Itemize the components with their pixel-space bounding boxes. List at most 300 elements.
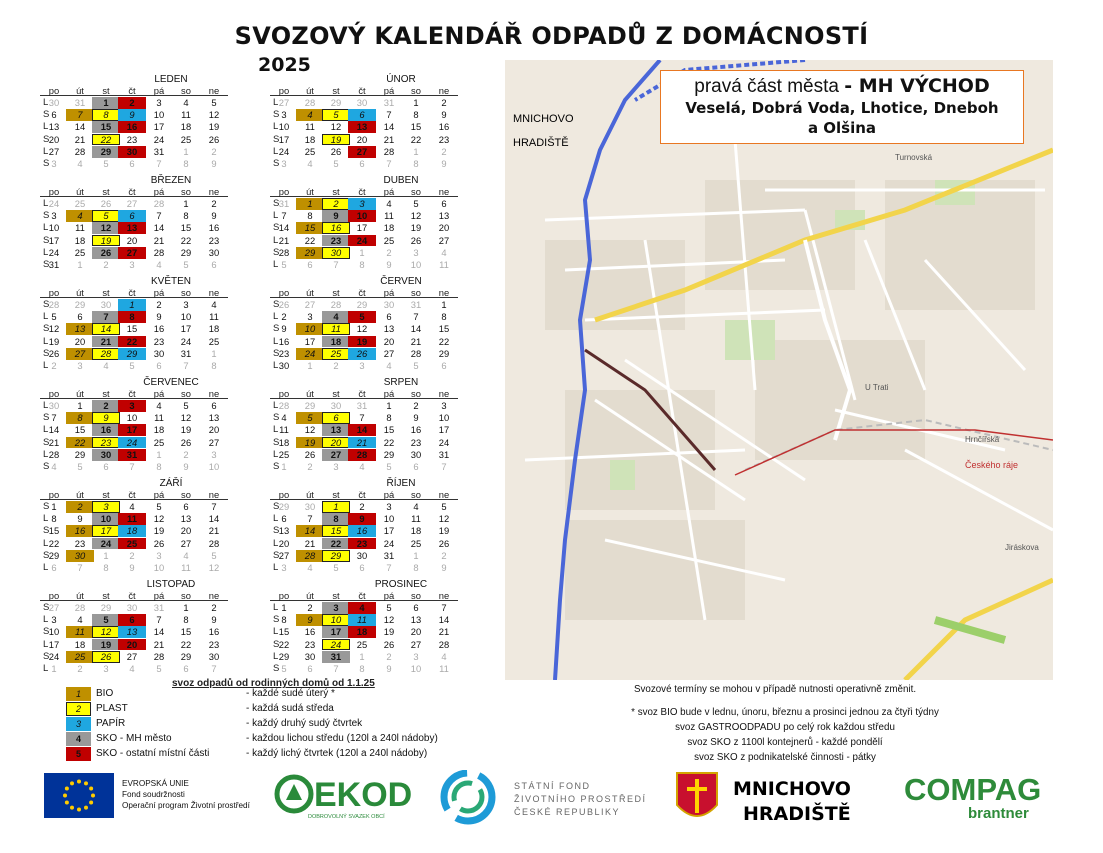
legend-item xyxy=(66,717,466,731)
day-cell: 6 xyxy=(413,461,419,472)
legend-name: SKO - ostatní místní části xyxy=(96,748,210,759)
day-cell: 9 xyxy=(183,461,189,472)
week-parity-label: S xyxy=(273,158,280,169)
week-parity-label: S xyxy=(273,663,280,674)
day-cell: 9 xyxy=(77,513,83,525)
map-town-label-2: HRADIŠTĚ xyxy=(513,137,569,149)
day-cell: 28 xyxy=(48,448,60,460)
week-parity-label: S xyxy=(43,109,50,121)
week-parity-label: L xyxy=(273,234,279,246)
day-cell: 5 xyxy=(333,562,339,573)
week-parity-label: L xyxy=(43,335,49,347)
day-cell: 8 xyxy=(118,311,146,323)
day-cell: 26 xyxy=(208,133,220,145)
week-row xyxy=(270,259,510,271)
eu-stars-icon xyxy=(44,773,114,818)
day-cell: 25 xyxy=(74,246,86,258)
day-cell: 5 xyxy=(92,210,120,222)
weekday-label: po xyxy=(40,489,68,500)
day-cell: 30 xyxy=(356,97,368,108)
week-parity-label: L xyxy=(273,210,279,222)
day-cell: 24 xyxy=(48,650,60,662)
day-cell: 1 xyxy=(281,602,287,613)
day-cell: 26 xyxy=(180,436,192,448)
week-parity-label: L xyxy=(43,448,49,460)
day-cell: 18 xyxy=(410,525,422,537)
week-row xyxy=(270,550,510,562)
day-cell: 19 xyxy=(92,639,120,651)
week-parity-label: L xyxy=(273,650,279,662)
day-cell: 18 xyxy=(348,626,376,638)
map-graphic xyxy=(505,60,1053,680)
day-cell: 25 xyxy=(410,537,422,549)
day-cell: 25 xyxy=(383,234,395,246)
eu-star-icon xyxy=(65,787,69,791)
house-icon xyxy=(286,784,302,800)
day-cell: 5 xyxy=(92,614,120,626)
day-cell: 27 xyxy=(208,436,220,448)
day-cell: 1 xyxy=(441,299,447,310)
day-cell: 2 xyxy=(211,602,217,613)
day-cell: 7 xyxy=(359,412,365,424)
day-cell: 7 xyxy=(333,259,339,270)
day-cell: 4 xyxy=(322,311,350,323)
weekday-label: ne xyxy=(430,489,458,500)
weekday-label: pá xyxy=(145,287,173,298)
week-parity-label: L xyxy=(43,424,49,436)
day-cell: 4 xyxy=(211,299,217,310)
weekday-label: pá xyxy=(145,85,173,96)
day-cell: 5 xyxy=(129,360,135,371)
legend-heading: svoz odpadů od rodinných domů od 1.1.25 xyxy=(172,678,375,689)
map-title-line3: a Olšina xyxy=(807,119,877,137)
map-street-label: U Trati xyxy=(865,383,889,392)
day-cell: 21 xyxy=(304,537,316,549)
week-parity-label: S xyxy=(43,602,50,613)
weekday-header xyxy=(40,388,280,400)
day-cell: 31 xyxy=(383,97,395,108)
month-calendar xyxy=(270,175,510,271)
week-row xyxy=(40,663,280,675)
legend-name: PAPÍR xyxy=(96,718,126,729)
day-cell: 9 xyxy=(296,614,324,626)
day-cell: 20 xyxy=(48,133,60,145)
day-cell: 5 xyxy=(322,109,350,121)
week-row xyxy=(270,461,510,473)
weekday-label: pá xyxy=(145,388,173,399)
week-parity-label: L xyxy=(273,626,279,638)
week-parity-label: L xyxy=(273,97,279,108)
day-cell: 19 xyxy=(383,626,395,638)
day-cell: 2 xyxy=(333,360,339,371)
week-row xyxy=(40,235,280,247)
day-cell: 5 xyxy=(413,198,419,209)
week-parity-label: L xyxy=(273,562,279,573)
day-cell: 4 xyxy=(386,360,392,371)
map-street-label: Turnovská xyxy=(895,153,933,162)
day-cell: 23 xyxy=(322,235,350,247)
week-parity-label: L xyxy=(273,259,279,270)
day-cell: 4 xyxy=(183,97,189,108)
day-cell: 19 xyxy=(410,222,422,234)
eu-star-icon xyxy=(63,794,67,798)
day-cell: 15 xyxy=(410,121,422,133)
day-cell: 19 xyxy=(92,235,120,247)
day-cell: 7 xyxy=(156,210,162,222)
day-cell: 17 xyxy=(278,133,290,145)
day-cell: 9 xyxy=(441,109,447,121)
week-parity-label: S xyxy=(43,436,50,448)
week-row xyxy=(40,109,280,121)
week-parity-label: L xyxy=(43,246,49,258)
day-cell: 28 xyxy=(92,348,120,360)
day-cell: 3 xyxy=(211,448,217,460)
day-cell: 2 xyxy=(307,602,313,613)
day-cell: 31 xyxy=(438,448,450,460)
day-cell: 1 xyxy=(118,299,146,311)
day-cell: 20 xyxy=(118,639,146,651)
day-cell: 21 xyxy=(410,335,422,347)
day-cell: 1 xyxy=(307,360,313,371)
day-cell: 14 xyxy=(348,424,376,436)
weekday-label: út xyxy=(296,287,324,298)
week-row xyxy=(270,109,510,121)
weekday-label: pá xyxy=(375,85,403,96)
weekday-header xyxy=(270,590,510,602)
day-cell: 27 xyxy=(304,299,316,310)
district-map xyxy=(505,60,1053,680)
day-cell: 4 xyxy=(359,461,365,472)
weekday-label: po xyxy=(40,287,68,298)
day-cell: 21 xyxy=(208,525,220,537)
day-cell: 23 xyxy=(410,436,422,448)
day-cell: 5 xyxy=(441,501,447,512)
weekday-header xyxy=(270,287,510,299)
legend-description: - každý druhý sudý čtvrtek xyxy=(246,718,363,729)
weekday-label: pá xyxy=(145,590,173,601)
day-cell: 1 xyxy=(51,501,57,512)
week-row xyxy=(270,247,510,259)
day-cell: 4 xyxy=(156,259,162,270)
weekday-label: čt xyxy=(348,489,376,500)
day-cell: 6 xyxy=(103,461,109,472)
day-cell: 24 xyxy=(296,348,324,360)
day-cell: 29 xyxy=(74,299,86,310)
week-row xyxy=(270,513,510,525)
day-cell: 29 xyxy=(278,501,290,512)
day-cell: 27 xyxy=(278,549,290,561)
weekday-label: pá xyxy=(375,388,403,399)
day-cell: 30 xyxy=(330,400,342,411)
day-cell: 17 xyxy=(48,234,60,246)
day-cell: 26 xyxy=(278,299,290,310)
day-cell: 13 xyxy=(118,222,146,234)
day-cell: 15 xyxy=(322,525,350,537)
day-cell: 3 xyxy=(103,663,109,674)
day-cell: 23 xyxy=(208,234,220,246)
day-cell: 22 xyxy=(118,336,146,348)
day-cell: 31 xyxy=(383,549,395,561)
day-cell: 21 xyxy=(383,133,395,145)
day-cell: 9 xyxy=(386,663,392,674)
sfzp-line: STÁTNÍ FOND xyxy=(514,781,591,791)
weekday-label: ne xyxy=(200,388,228,399)
week-row xyxy=(40,525,280,537)
month-calendar xyxy=(40,74,280,170)
week-parity-label: L xyxy=(43,638,49,650)
month-calendar xyxy=(40,478,280,574)
week-row xyxy=(40,146,280,158)
day-cell: 4 xyxy=(156,400,162,411)
day-cell: 27 xyxy=(66,348,94,360)
day-cell: 3 xyxy=(359,360,365,371)
day-cell: 6 xyxy=(156,360,162,371)
weekday-label: út xyxy=(66,489,94,500)
day-cell: 1 xyxy=(322,501,350,513)
day-cell: 3 xyxy=(348,198,376,210)
week-parity-label: S xyxy=(43,525,50,537)
day-cell: 17 xyxy=(356,222,368,234)
day-cell: 2 xyxy=(441,549,447,561)
week-row xyxy=(40,626,280,638)
day-cell: 11 xyxy=(411,513,421,525)
day-cell: 9 xyxy=(118,109,146,121)
day-cell: 31 xyxy=(74,97,86,108)
day-cell: 25 xyxy=(180,133,192,145)
day-cell: 8 xyxy=(441,311,447,323)
eu-star-icon xyxy=(70,806,74,810)
day-cell: 31 xyxy=(180,347,192,359)
day-cell: 1 xyxy=(413,97,419,108)
legend-swatch: 3 xyxy=(66,717,91,731)
week-row xyxy=(40,97,280,109)
day-cell: 7 xyxy=(77,562,83,573)
day-cell: 25 xyxy=(66,651,94,663)
day-cell: 10 xyxy=(126,412,138,424)
weekday-label: so xyxy=(402,388,430,399)
day-cell: 15 xyxy=(180,222,192,234)
weekday-label: po xyxy=(40,186,68,197)
day-cell: 14 xyxy=(383,121,395,133)
day-cell: 24 xyxy=(48,198,60,209)
week-row xyxy=(40,602,280,614)
day-cell: 17 xyxy=(304,335,316,347)
day-cell: 30 xyxy=(126,602,138,613)
day-cell: 4 xyxy=(66,210,94,222)
eu-star-icon xyxy=(77,808,81,812)
day-cell: 27 xyxy=(348,146,376,158)
week-parity-label: L xyxy=(273,311,279,323)
weekday-header xyxy=(40,287,280,299)
day-cell: 4 xyxy=(386,198,392,209)
day-cell: 18 xyxy=(74,638,86,650)
day-cell: 9 xyxy=(92,412,120,424)
day-cell: 27 xyxy=(118,247,146,259)
day-cell: 7 xyxy=(211,663,217,674)
day-cell: 24 xyxy=(92,538,120,550)
day-cell: 14 xyxy=(278,222,290,234)
day-cell: 28 xyxy=(278,400,290,411)
day-cell: 16 xyxy=(66,525,94,537)
day-cell: 10 xyxy=(48,222,60,234)
week-row xyxy=(270,348,510,360)
day-cell: 30 xyxy=(410,448,422,460)
day-cell: 18 xyxy=(153,424,165,436)
day-cell: 27 xyxy=(48,602,60,613)
day-cell: 18 xyxy=(304,133,316,145)
weekday-header xyxy=(40,590,280,602)
week-parity-label: L xyxy=(273,602,279,613)
day-cell: 21 xyxy=(278,234,290,246)
day-cell: 6 xyxy=(51,109,57,121)
eu-star-icon xyxy=(91,794,95,798)
day-cell: 29 xyxy=(356,299,368,310)
weekday-label: ne xyxy=(200,186,228,197)
weekday-label: pá xyxy=(145,186,173,197)
map-street-label: Českého ráje xyxy=(965,460,1019,470)
map-street-label: Hrnčířská xyxy=(965,435,1000,444)
day-cell: 8 xyxy=(92,109,120,121)
day-cell: 2 xyxy=(118,97,146,109)
weekday-label: ne xyxy=(430,590,458,601)
day-cell: 26 xyxy=(48,347,60,359)
day-cell: 18 xyxy=(208,323,220,335)
month-calendar xyxy=(270,74,510,170)
day-cell: 30 xyxy=(356,549,368,561)
week-parity-label: S xyxy=(273,501,280,512)
day-cell: 17 xyxy=(180,323,192,335)
day-cell: 29 xyxy=(180,650,192,662)
day-cell: 30 xyxy=(100,299,112,310)
day-cell: 6 xyxy=(441,198,447,209)
weekday-label: ne xyxy=(430,388,458,399)
day-cell: 19 xyxy=(348,336,376,348)
week-parity-label: S xyxy=(43,259,50,270)
day-cell: 10 xyxy=(48,626,60,638)
day-cell: 25 xyxy=(278,448,290,460)
week-row xyxy=(270,97,510,109)
day-cell: 15 xyxy=(74,424,86,436)
day-cell: 6 xyxy=(359,158,365,169)
day-cell: 28 xyxy=(153,246,165,258)
week-row xyxy=(40,323,280,335)
year-label: 2025 xyxy=(258,54,311,76)
week-parity-label: S xyxy=(43,412,50,424)
note-business: svoz SKO z podnikatelské činnosti - pátky xyxy=(694,752,876,763)
day-cell: 28 xyxy=(74,145,86,157)
day-cell: 21 xyxy=(348,437,376,449)
week-parity-label: L xyxy=(273,448,279,460)
day-cell: 1 xyxy=(386,400,392,411)
map-title-box xyxy=(660,70,1024,144)
day-cell: 12 xyxy=(304,424,316,436)
day-cell: 8 xyxy=(413,158,419,169)
day-cell: 3 xyxy=(118,400,146,412)
day-cell: 23 xyxy=(304,638,316,650)
day-cell: 18 xyxy=(383,222,395,234)
week-parity-label: S xyxy=(273,222,280,234)
day-cell: 17 xyxy=(322,626,350,638)
day-cell: 19 xyxy=(296,437,324,449)
day-cell: 13 xyxy=(410,614,422,626)
day-cell: 9 xyxy=(156,311,162,323)
day-cell: 27 xyxy=(410,638,422,650)
ekod-logo xyxy=(272,770,422,820)
day-cell: 9 xyxy=(386,259,392,270)
week-row xyxy=(40,348,280,360)
day-cell: 28 xyxy=(278,246,290,258)
day-cell: 8 xyxy=(322,513,350,525)
day-cell: 7 xyxy=(386,109,392,121)
day-cell: 8 xyxy=(413,562,419,573)
week-parity-label: L xyxy=(273,400,279,411)
weekday-label: po xyxy=(270,85,298,96)
day-cell: 1 xyxy=(77,400,83,411)
day-cell: 10 xyxy=(278,121,290,133)
day-cell: 11 xyxy=(209,311,219,323)
weekday-label: čt xyxy=(118,287,146,298)
day-cell: 28 xyxy=(153,198,165,209)
weekday-label: ne xyxy=(200,85,228,96)
day-cell: 28 xyxy=(438,638,450,650)
weekday-label: út xyxy=(296,186,324,197)
sfzp-line: ČESKÉ REPUBLIKY xyxy=(514,807,621,817)
weekday-label: čt xyxy=(118,590,146,601)
eu-line: Operační program Životní prostředí xyxy=(122,801,250,810)
legend-name: BIO xyxy=(96,688,114,699)
week-row xyxy=(40,513,280,525)
week-parity-label: S xyxy=(43,461,50,472)
weekday-label: so xyxy=(172,590,200,601)
day-cell: 16 xyxy=(438,121,450,133)
week-parity-label: L xyxy=(43,360,49,371)
sfzp-circle-icon xyxy=(444,773,492,821)
day-cell: 28 xyxy=(208,537,220,549)
weekday-label: pá xyxy=(145,489,173,500)
day-cell: 30 xyxy=(208,650,220,662)
day-cell: 6 xyxy=(359,562,365,573)
day-cell: 29 xyxy=(438,347,450,359)
week-row xyxy=(40,299,280,311)
day-cell: 6 xyxy=(118,210,146,222)
day-cell: 7 xyxy=(386,158,392,169)
day-cell: 7 xyxy=(441,461,447,472)
weekday-label: pá xyxy=(375,287,403,298)
month-name: KVĚTEN xyxy=(150,276,191,287)
week-row xyxy=(40,311,280,323)
day-cell: 1 xyxy=(183,602,189,613)
day-cell: 3 xyxy=(51,210,57,222)
day-cell: 12 xyxy=(383,614,395,626)
day-cell: 6 xyxy=(281,513,287,525)
day-cell: 2 xyxy=(322,198,350,210)
day-cell: 1 xyxy=(156,448,162,460)
week-parity-label: S xyxy=(43,158,50,169)
weekday-label: út xyxy=(296,388,324,399)
week-row xyxy=(270,235,510,247)
day-cell: 24 xyxy=(322,639,350,651)
day-cell: 28 xyxy=(296,550,324,562)
day-cell: 13 xyxy=(180,513,192,525)
month-name: ČERVEN xyxy=(380,276,422,287)
day-cell: 29 xyxy=(383,448,395,460)
day-cell: 26 xyxy=(410,234,422,246)
weekday-label: st xyxy=(92,287,120,298)
day-cell: 5 xyxy=(333,158,339,169)
day-cell: 25 xyxy=(304,145,316,157)
eu-text xyxy=(122,778,250,811)
day-cell: 2 xyxy=(386,246,392,258)
